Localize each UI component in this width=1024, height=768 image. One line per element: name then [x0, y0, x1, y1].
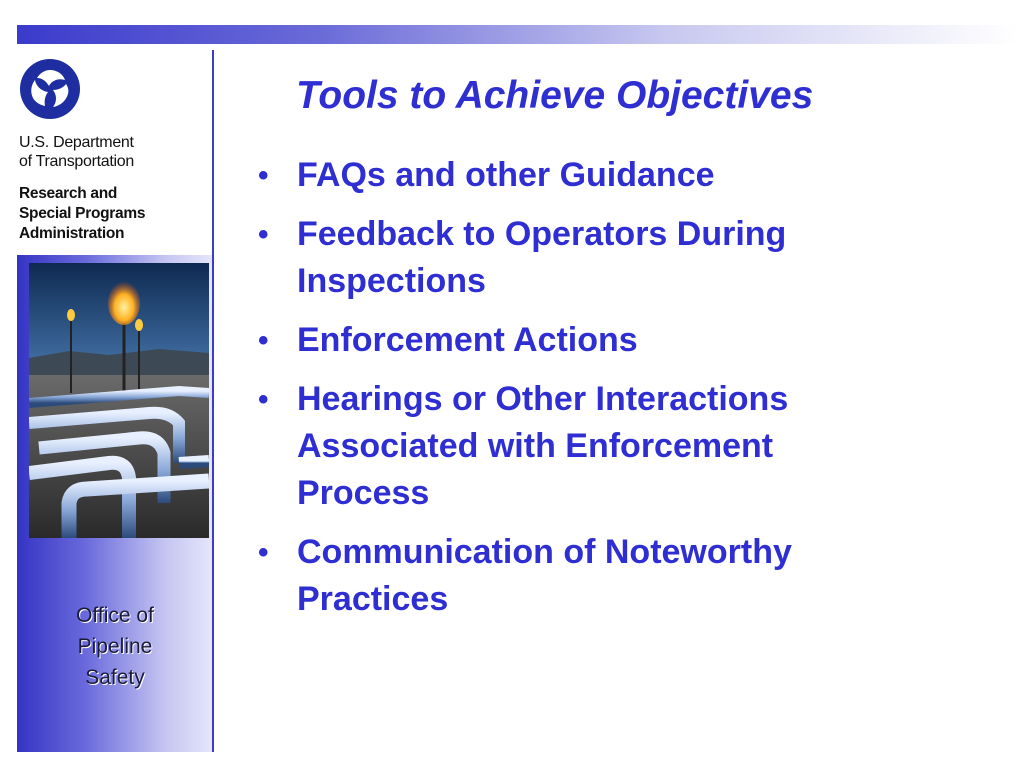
- bullet-icon: •: [258, 536, 269, 569]
- administration-line-3: Administration: [19, 225, 125, 242]
- bullet-item: [258, 376, 898, 517]
- pipeline-photo: [29, 263, 209, 538]
- bullet-item: [258, 317, 898, 364]
- bullet-text: FAQs and other Guidance: [297, 156, 715, 194]
- slide-title: Tools to Achieve Objectives: [296, 74, 814, 117]
- bullet-icon: •: [258, 218, 269, 251]
- bullet-text: Communication of Noteworthy Practices: [297, 533, 792, 618]
- dot-logo-icon: [19, 58, 81, 120]
- bullet-icon: •: [258, 159, 269, 192]
- sidebar: [17, 50, 213, 752]
- department-line-1: U.S. Department: [19, 134, 134, 151]
- department-line-2: of Transportation: [19, 153, 134, 170]
- office-line-3: Safety: [85, 666, 145, 689]
- bullet-text: Enforcement Actions: [297, 321, 638, 359]
- agency-logo-block: [17, 50, 213, 255]
- administration-line-1: Research and: [19, 185, 118, 202]
- administration-line-2: Special Programs: [19, 205, 146, 222]
- office-line-2: Pipeline: [77, 635, 153, 658]
- bullet-icon: •: [258, 324, 269, 357]
- bullet-item: [258, 211, 898, 305]
- bullet-icon: •: [258, 383, 269, 416]
- sidebar-divider: [212, 50, 214, 752]
- top-gradient-bar: [17, 25, 1017, 44]
- bullet-item: [258, 152, 898, 199]
- office-line-1: Office of: [76, 604, 154, 627]
- bullet-text: Hearings or Other Interactions Associated with Enforcement Process: [297, 380, 789, 512]
- bullet-list: [258, 152, 898, 635]
- office-label: [45, 600, 185, 693]
- bullet-text: Feedback to Operators During Inspections: [297, 215, 787, 300]
- bullet-item: [258, 529, 898, 623]
- sidebar-gradient-panel: [17, 255, 213, 752]
